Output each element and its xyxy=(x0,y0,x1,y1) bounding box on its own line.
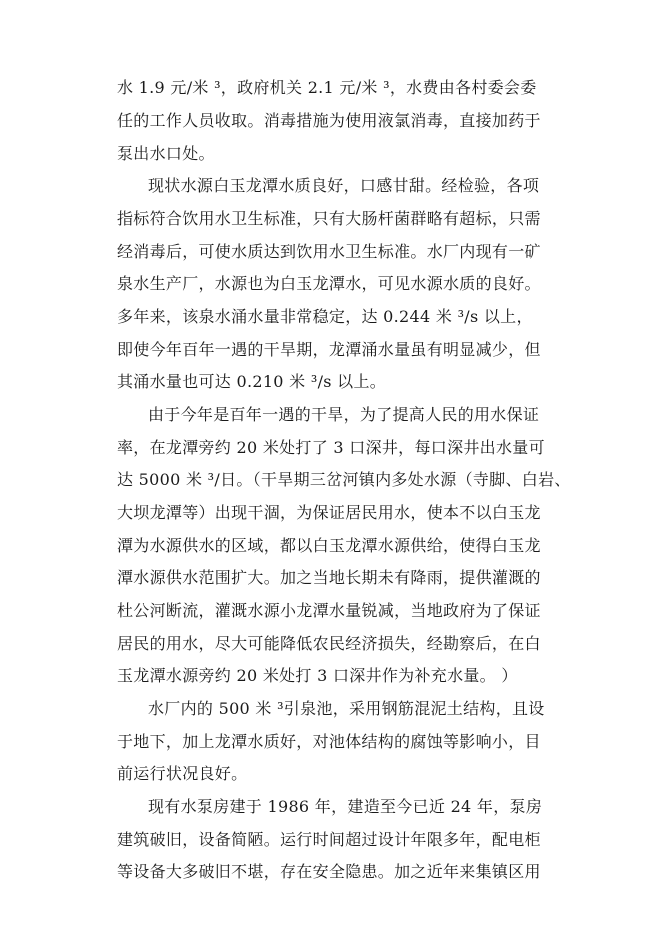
paragraph-first-line: 水厂内的 500 米 ³引泉池，采用钢筋混泥土结构，且设 xyxy=(148,699,545,718)
paragraph-line: 经消毒后，可使水质达到饮用水卫生标准。水厂内现有一矿 xyxy=(117,242,541,261)
paragraph-line: 达 5000 米 ³/日。（干旱期三岔河镇内多处水源（寺脚、白岩、 xyxy=(117,470,571,489)
paragraph-line: 潭为水源供水的区域，都以白玉龙潭水源供给，使得白玉龙 xyxy=(117,536,541,555)
paragraph-line: 其涌水量也可达 0.210 米 ³/s 以上。 xyxy=(117,372,387,391)
paragraph-line: 玉龙潭水源旁约 20 米处打 3 口深井作为补充水量。 ） xyxy=(117,666,518,685)
paragraph-line: 居民的用水，尽大可能降低农民经济损失，经勘察后，在白 xyxy=(117,634,541,653)
paragraph-line: 泵出水口处。 xyxy=(117,144,215,163)
paragraph-line: 指标符合饮用水卫生标准，只有大肠杆菌群略有超标，只需 xyxy=(117,209,541,228)
paragraph-line: 大坝龙潭等）出现干涸，为保证居民用水，使本不以白玉龙 xyxy=(117,503,541,522)
paragraph-line: 于地下，加上龙潭水质好，对池体结构的腐蚀等影响小，目 xyxy=(117,732,541,751)
paragraph-line: 任的工作人员收取。消毒措施为使用液氯消毒，直接加药于 xyxy=(117,111,541,130)
paragraph-line: 等设备大多破旧不堪，存在安全隐患。加之近年来集镇区用 xyxy=(117,862,541,881)
paragraph-line: 杜公河断流，灌溉水源小龙潭水量锐减，当地政府为了保证 xyxy=(117,601,541,620)
paragraph-line: 潭水源供水范围扩大。加之当地长期未有降雨，提供灌溉的 xyxy=(117,568,541,587)
paragraph-line: 建筑破旧，设备简陋。运行时间超过设计年限多年，配电柜 xyxy=(117,830,541,849)
paragraph-line: 前运行状况良好。 xyxy=(117,764,248,783)
paragraph-line: 泉水生产厂，水源也为白玉龙潭水，可见水源水质的良好。 xyxy=(117,274,541,293)
paragraph-line: 即使今年百年一遇的干旱期，龙潭涌水量虽有明显减少，但 xyxy=(117,340,541,359)
paragraph-line: 水 1.9 元/米 ³，政府机关 2.1 元/米 ³，水费由各村委会委 xyxy=(117,78,537,97)
paragraph-first-line: 现有水泵房建于 1986 年，建造至今已近 24 年，泵房 xyxy=(148,797,543,816)
paragraph-line: 率，在龙潭旁约 20 米处打了 3 口深井，每口深井出水量可 xyxy=(117,438,545,457)
paragraph-first-line: 现状水源白玉龙潭水质良好，口感甘甜。经检验，各项 xyxy=(148,176,540,195)
paragraph-first-line: 由于今年是百年一遇的干旱，为了提高人民的用水保证 xyxy=(148,405,540,424)
paragraph-line: 多年来，该泉水涌水量非常稳定，达 0.244 米 ³/s 以上， xyxy=(117,307,533,326)
